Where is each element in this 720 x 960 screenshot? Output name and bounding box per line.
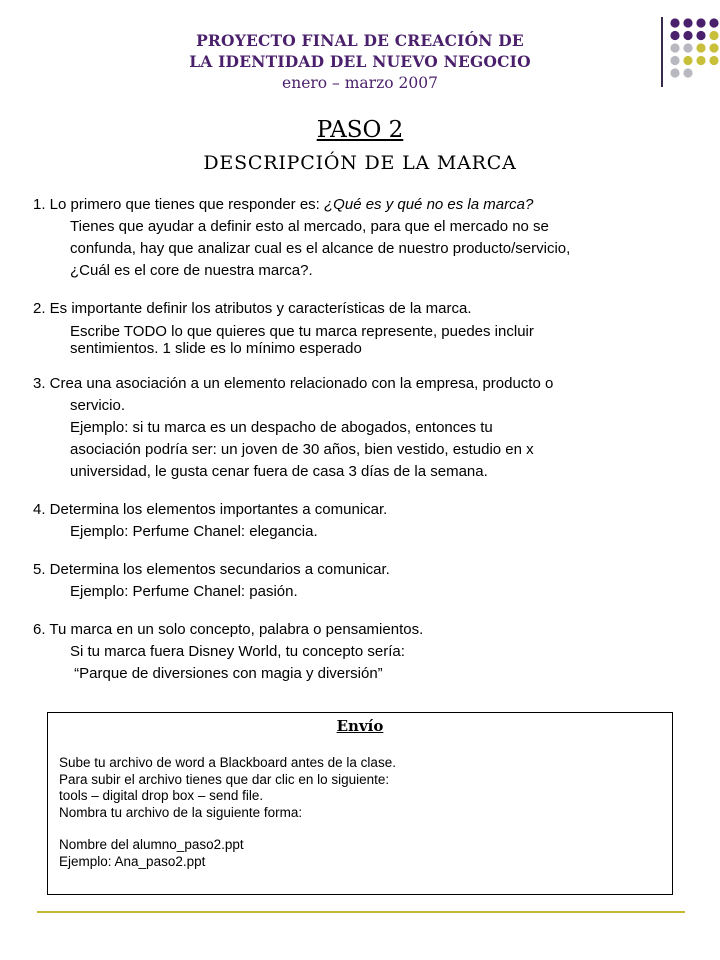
decorative-dot <box>670 18 679 27</box>
step-title: PASO 2 <box>316 117 404 143</box>
header-date: enero – marzo 2007 <box>282 74 438 92</box>
instruction-item-6 <box>33 619 673 685</box>
instruction-detail: “Parque de diversiones con magia y diversión” <box>70 665 383 682</box>
instruction-detail: asociación podría ser: un joven de 30 años, bien vestido, estudio en x <box>70 441 534 458</box>
decorative-dot <box>696 18 705 27</box>
instruction-lead: 2. Es importante definir los atributos y características de la marca. <box>33 300 472 317</box>
instruction-detail: Escribe TODO lo que quieres que tu marca represente, puedes incluir <box>70 323 534 340</box>
submission-box <box>47 712 673 895</box>
instruction-item-3 <box>33 373 673 483</box>
instruction-detail: Si tu marca fuera Disney World, tu concepto sería: <box>70 643 405 660</box>
instruction-lead <box>33 194 673 216</box>
decorative-dot <box>683 18 692 27</box>
instruction-item-5 <box>33 559 673 603</box>
footer-divider <box>37 911 685 913</box>
instruction-detail: Ejemplo: Perfume Chanel: elegancia. <box>70 523 318 540</box>
submission-title: Envío <box>336 717 384 735</box>
instruction-detail: Ejemplo: Perfume Chanel: pasión. <box>70 583 298 600</box>
instruction-lead: 5. Determina los elementos secundarios a comunicar. <box>33 561 390 578</box>
submission-filename-format: Nombre del alumno_paso2.ppt <box>59 837 244 852</box>
submission-filename-example: Ejemplo: Ana_paso2.ppt <box>59 853 206 869</box>
instruction-detail: universidad, le gusta cenar fuera de casa 3 días de la semana. <box>70 463 488 480</box>
instruction-detail: ¿Cuál es el core de nuestra marca?. <box>70 262 313 279</box>
instruction-item-4 <box>33 499 673 543</box>
instruction-lead: 4. Determina los elementos importantes a comunicar. <box>33 501 388 518</box>
submission-line: tools – digital drop box – send file. <box>59 788 264 803</box>
instruction-lead-text: 1. Lo primero que tienes que responder es: <box>33 196 325 213</box>
submission-line: Nombra tu archivo de la siguiente forma: <box>59 804 303 820</box>
step-subtitle: DESCRIPCIÓN DE LA MARCA <box>203 152 517 174</box>
instruction-list <box>33 194 673 701</box>
instruction-lead: 3. Crea una asociación a un elemento relacionado con la empresa, producto o <box>33 375 554 392</box>
submission-line: Sube tu archivo de word a Blackboard antes de la clase. <box>59 755 396 770</box>
instruction-detail: sentimientos. 1 slide es lo mínimo esperado <box>70 340 362 357</box>
submission-line: Para subir el archivo tienes que dar clic en lo siguiente: <box>59 771 390 787</box>
instruction-detail: Ejemplo: si tu marca es un despacho de abogados, entonces tu <box>70 419 493 436</box>
instruction-lead: 6. Tu marca en un solo concepto, palabra o pensamientos. <box>33 621 424 638</box>
instruction-item-2 <box>33 298 673 357</box>
decorative-dot <box>709 18 718 27</box>
instruction-detail: servicio. <box>70 397 126 414</box>
instruction-detail: confunda, hay que analizar cual es el alcance de nuestro producto/servicio, <box>70 240 571 257</box>
submission-instructions <box>48 755 672 870</box>
document-header <box>0 30 720 94</box>
instruction-detail: Tienes que ayudar a definir esto al mercado, para que el mercado no se <box>70 218 549 235</box>
instruction-question: ¿Qué es y qué no es la marca? <box>324 196 534 213</box>
instruction-item-1 <box>33 194 673 282</box>
header-line-2: LA IDENTIDAD DEL NUEVO NEGOCIO <box>189 52 531 71</box>
header-line-1: PROYECTO FINAL DE CREACIÓN DE <box>196 31 524 50</box>
